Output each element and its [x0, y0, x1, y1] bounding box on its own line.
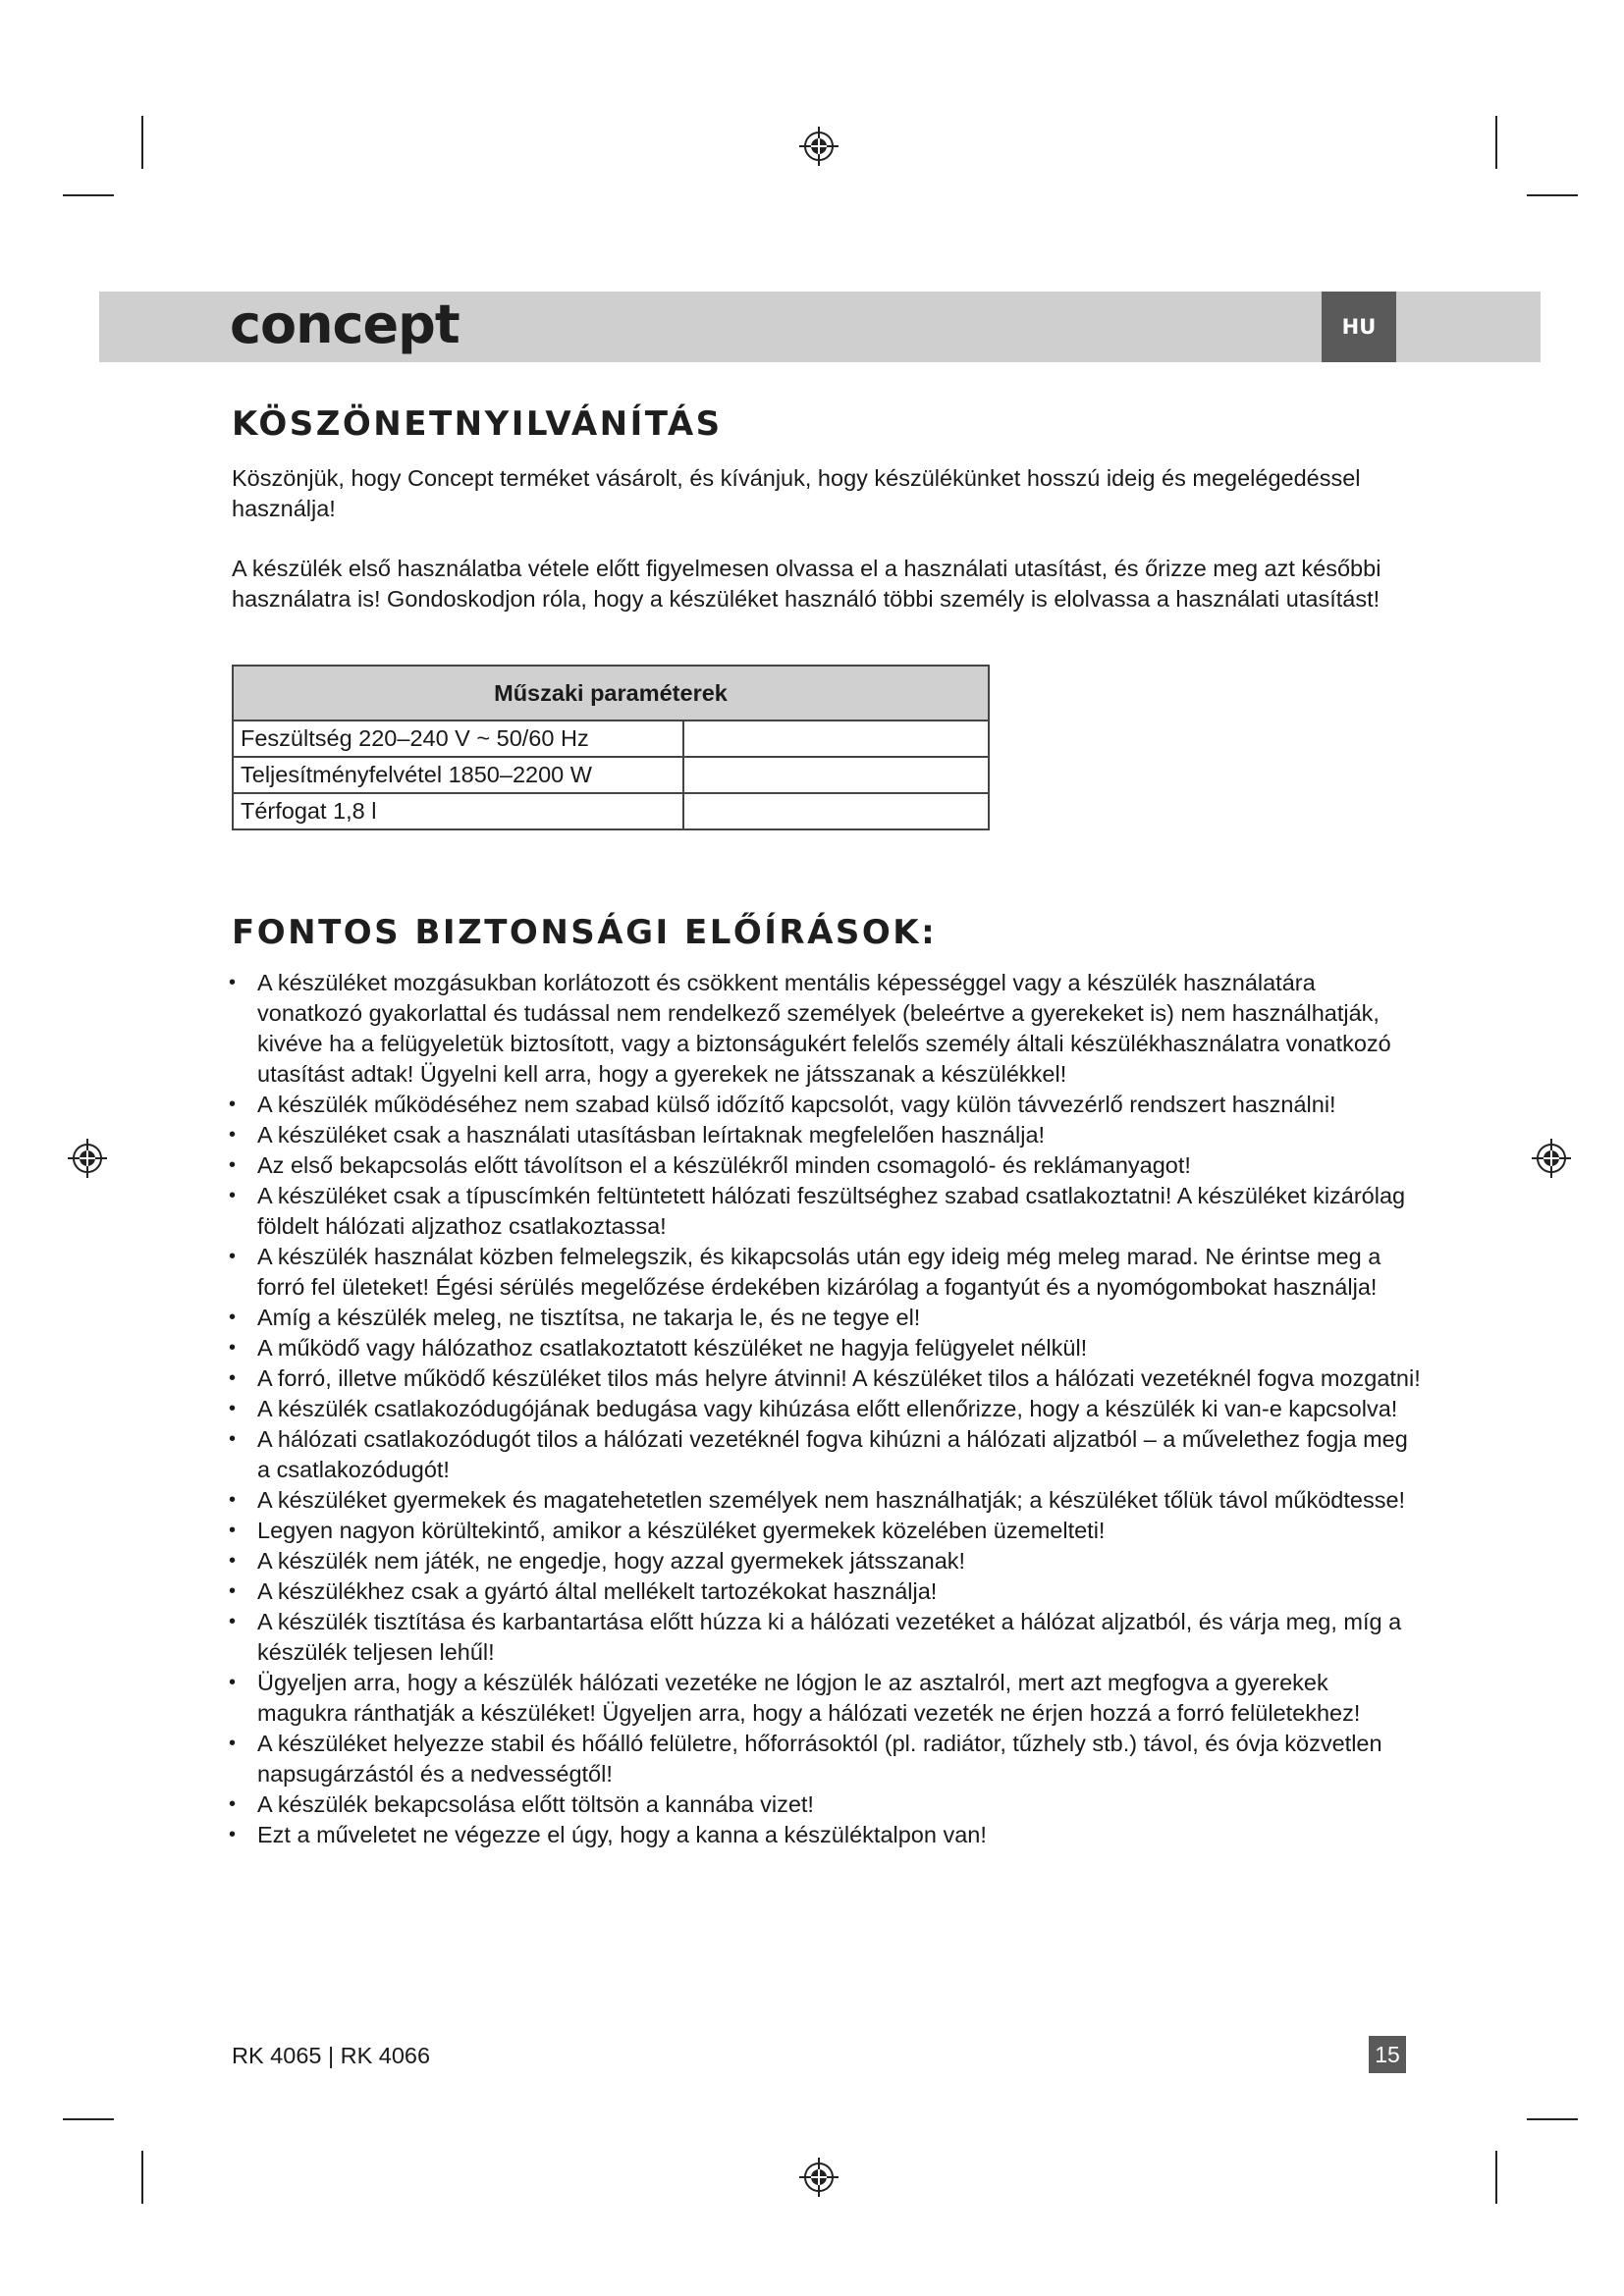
header-bar: [99, 292, 1541, 362]
thanks-paragraph: Köszönjük, hogy Concept terméket vásárolt, és kívánjuk, hogy készülékünket hosszú ideig és megelégedéssel használja!: [232, 465, 1361, 521]
registration-mark-icon: [797, 2156, 840, 2199]
list-item: • A hálózati csatlakozódugót tilos a hálózati vezetéknél fogva kihúzni a hálózati aljzatból – a művelethez fogja meg a csatlakozódugót!: [226, 1424, 1424, 1485]
spec-cell: Teljesítményfelvétel 1850–2200 W: [233, 757, 683, 793]
crop-mark: [1527, 194, 1578, 196]
spec-cell: [683, 721, 989, 757]
list-item: • A készülék használat közben felmelegszik, és kikapcsolás után egy ideig még meleg marad. Ne érintse meg a forró fel ületeket! Égési sérülés megelőzése érdekében kizárólag a fogantyút és a nyomógombokat használja!: [226, 1242, 1424, 1303]
list-item: • A készülék csatlakozódugójának bedugása vagy kihúzása előtt ellenőrizze, hogy a készülék ki van-e kapcsolva!: [226, 1394, 1424, 1424]
spec-cell: [683, 757, 989, 793]
section-title-safety: FONTOS BIZTONSÁGI ELŐÍRÁSOK:: [232, 913, 938, 952]
crop-mark: [1495, 116, 1497, 169]
safety-list: [226, 968, 1424, 1850]
list-item: • A készülék tisztítása és karbantartása előtt húzza ki a hálózati vezetéket a hálózat aljzatból, és várja meg, míg a készülék teljesen lehűl!: [226, 1607, 1424, 1668]
spec-cell: Feszültség 220–240 V ~ 50/60 Hz: [233, 721, 683, 757]
list-item: • A készüléket gyermekek és magatehetetlen személyek nem használhatják; a készüléket tőlük távol működtesse!: [226, 1485, 1424, 1516]
list-item: • A készüléket csak a típuscímkén feltüntetett hálózati feszültséghez szabad csatlakoztatni! A készüléket kizárólag földelt hálózati aljzathoz csatlakoztassa!: [226, 1181, 1424, 1242]
list-item: • A készüléket helyezze stabil és hőálló felületre, hőforrásoktól (pl. radiátor, tűzhely stb.) távol, és óvja közvetlen napsugárzástól és a nedvességtől!: [226, 1729, 1424, 1789]
list-item: • Ezt a műveletet ne végezze el úgy, hogy a kanna a készüléktalpon van!: [226, 1820, 1424, 1850]
table-row: [233, 793, 989, 829]
spec-cell: [683, 793, 989, 829]
list-item: • A készülék működéséhez nem szabad külső időzítő kapcsolót, vagy külön távvezérlő rendszert használni!: [226, 1090, 1424, 1120]
crop-mark: [141, 116, 143, 169]
list-item: • A készülékhez csak a gyártó által mellékelt tartozékokat használja!: [226, 1576, 1424, 1607]
registration-mark-icon: [797, 125, 840, 168]
registration-mark-icon: [1530, 1137, 1573, 1180]
instructions-paragraph: A készülék első használatba vétele előtt figyelmesen olvassa el a használati utasítást, és őrizze meg azt későbbi használatra is! Gondoskodjon róla, hogy a készüléket használó többi személy is elolvassa a használati utasítást!: [232, 556, 1381, 612]
list-item: • A készüléket csak a használati utasításban leírtaknak megfelelően használja!: [226, 1120, 1424, 1150]
crop-mark: [63, 194, 114, 196]
table-row: [233, 757, 989, 793]
crop-mark: [141, 2151, 143, 2204]
crop-mark: [1495, 2151, 1497, 2204]
crop-mark: [63, 2118, 114, 2120]
language-badge: HU: [1322, 292, 1396, 362]
table-row: [233, 721, 989, 757]
crop-mark: [1527, 2118, 1578, 2120]
list-item: • Amíg a készülék meleg, ne tisztítsa, ne takarja le, és ne tegye el!: [226, 1303, 1424, 1333]
page-number: 15: [1369, 2036, 1406, 2073]
registration-mark-icon: [66, 1137, 109, 1180]
list-item: • Legyen nagyon körültekintő, amikor a készüléket gyermekek közelében üzemelteti!: [226, 1516, 1424, 1546]
model-numbers: RK 4065 | RK 4066: [232, 2043, 431, 2068]
list-item: • A készülék bekapcsolása előtt töltsön a kannába vizet!: [226, 1789, 1424, 1820]
list-item: • A készülék nem játék, ne engedje, hogy azzal gyermekek játsszanak!: [226, 1546, 1424, 1576]
brand-logo: concept: [230, 294, 460, 355]
list-item: • Ügyeljen arra, hogy a készülék hálózati vezetéke ne lógjon le az asztalról, mert azt megfogva a gyerekek magukra ránthatják a készüléket! Ügyeljen arra, hogy a hálózati vezeték ne érjen hozzá a forró felületekhez!: [226, 1668, 1424, 1729]
list-item: • A készüléket mozgásukban korlátozott és csökkent mentális képességgel vagy a készülék használatára vonatkozó gyakorlattal és tudással nem rendelkező személyek (beleértve a gyerekeket is) nem használhatják, kivéve ha a felügyeletük biztosított, vagy a biztonságukért felelős személy általi készülékhasználatra vonatkozó utasítást adtak! Ügyelni kell arra, hogy a gyerekek ne játsszanak a készülékkel!: [226, 968, 1424, 1090]
spec-table-header: Műszaki paraméterek: [233, 666, 989, 721]
list-item: • A forró, illetve működő készüléket tilos más helyre átvinni! A készüléket tilos a hálózati vezetéknél fogva mozgatni!: [226, 1363, 1424, 1394]
spec-table: [232, 665, 990, 830]
spec-cell: Térfogat 1,8 l: [233, 793, 683, 829]
list-item: • Az első bekapcsolás előtt távolítson el a készülékről minden csomagoló- és reklámanyagot!: [226, 1150, 1424, 1181]
list-item: • A működő vagy hálózathoz csatlakoztatott készüléket ne hagyja felügyelet nélkül!: [226, 1333, 1424, 1363]
section-title-thanks: KÖSZÖNETNYILVÁNÍTÁS: [232, 404, 723, 444]
